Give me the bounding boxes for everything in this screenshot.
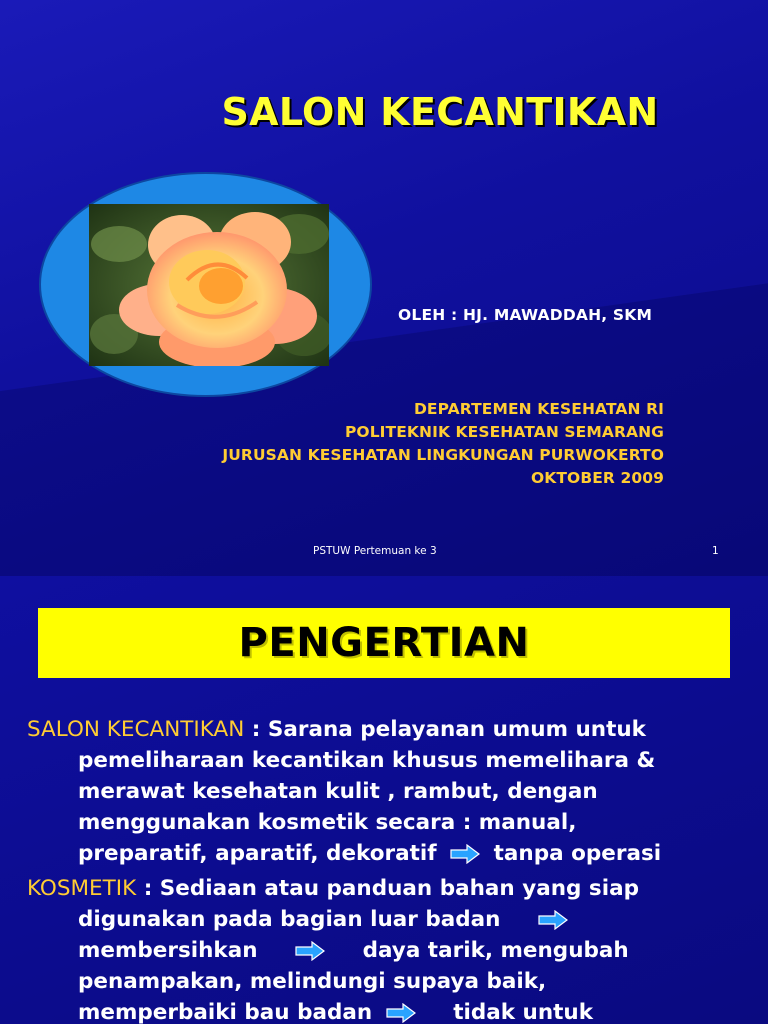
right-arrow-icon (538, 910, 568, 930)
heading-banner (38, 608, 730, 678)
content-slide (0, 576, 768, 1024)
definition-text: preparatif, aparatif, dekoratif (78, 841, 437, 866)
definition-text: tidak untuk (453, 1000, 594, 1024)
slide-footer: PSTUW Pertemuan ke 3 (313, 545, 437, 557)
definition-text: menggunakan kosmetik secara : manual, (78, 810, 577, 835)
definition-text: penampakan, melindungi supaya baik, (78, 969, 547, 994)
rose-image (89, 204, 329, 366)
rose-photo (89, 204, 329, 366)
institution-line: JURUSAN KESEHATAN LINGKUNGAN PURWOKERTO (222, 446, 664, 464)
institution-line: DEPARTEMEN KESEHATAN RI (413, 400, 664, 418)
definition-text: pemeliharaan kecantikan khusus memelihara & (78, 748, 656, 773)
slide-title: SALON KECANTIKAN (221, 90, 659, 134)
term-kosmetik: KOSMETIK (27, 876, 137, 901)
right-arrow-icon (295, 941, 325, 961)
definition-text: merawat kesehatan kulit , rambut, dengan (78, 779, 598, 804)
date-line: OKTOBER 2009 (530, 469, 664, 487)
institution-line: POLITEKNIK KESEHATAN SEMARANG (344, 423, 664, 441)
definition-salon (27, 714, 747, 869)
definition-text: daya tarik, mengubah (362, 938, 629, 963)
author-line: OLEH : HJ. MAWADDAH, SKM (398, 306, 653, 324)
definition-body (27, 714, 747, 1024)
definition-text: : Sarana pelayanan umum untuk (244, 717, 646, 742)
right-arrow-icon (386, 1003, 416, 1023)
definition-text: tanpa operasi (493, 841, 662, 866)
definition-text: memperbaiki bau badan (78, 1000, 373, 1024)
term-salon: SALON KECANTIKAN (27, 717, 245, 742)
right-arrow-icon (450, 844, 480, 864)
definition-text: digunakan pada bagian luar badan (78, 907, 501, 932)
institution-block (222, 398, 664, 490)
definition-text: membersihkan (78, 938, 258, 963)
definition-text: : Sediaan atau panduan bahan yang siap (136, 876, 639, 901)
page-number: 1 (712, 545, 719, 557)
slide-heading: PENGERTIAN (238, 620, 530, 666)
definition-kosmetik (27, 873, 747, 1024)
